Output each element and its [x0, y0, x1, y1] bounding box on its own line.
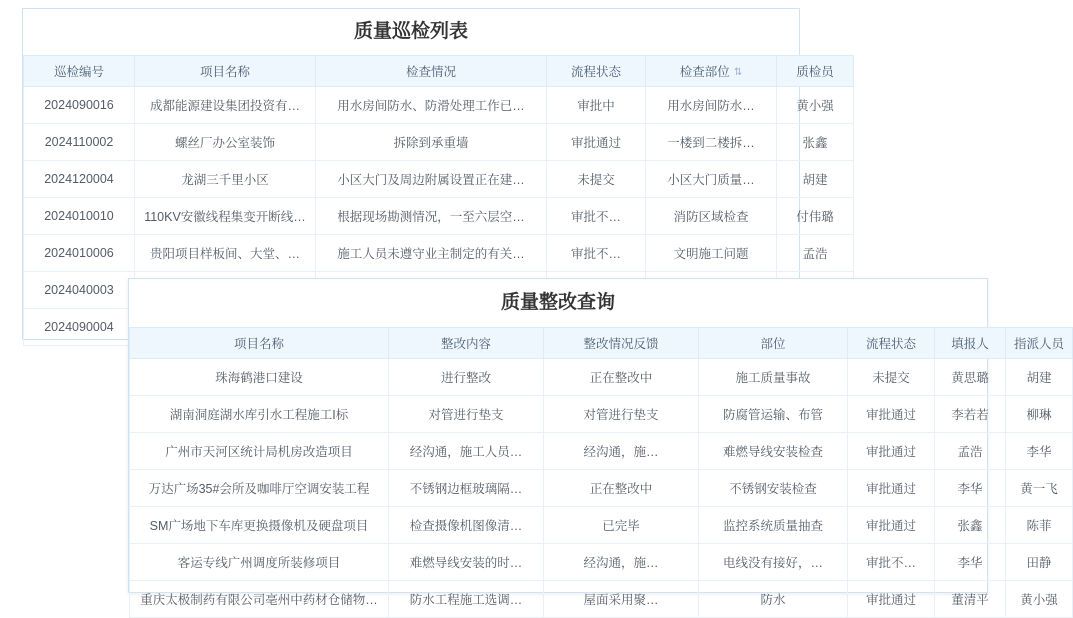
cell-project[interactable]: 成都能源建设集团投资有… — [135, 87, 316, 124]
status-badge: 审批通过 — [848, 396, 935, 433]
cell-assignee[interactable]: 黄小强 — [1006, 581, 1073, 618]
table-row[interactable] — [24, 161, 854, 198]
cell-content: 防水工程施工选调… — [389, 581, 544, 618]
cell-project[interactable]: 万达广场35#会所及咖啡厅空调安装工程 — [130, 470, 389, 507]
cell-part: 消防区域检查 — [646, 198, 777, 235]
cell-reporter[interactable]: 董清平 — [935, 581, 1006, 618]
column-header-status[interactable]: 流程状态 — [848, 328, 935, 359]
cell-project[interactable]: SM广场地下车库更换摄像机及硬盘项目 — [130, 507, 389, 544]
cell-situation: 根据现场勘测情况，一至六层空… — [316, 198, 547, 235]
cell-reporter[interactable]: 孟浩 — [935, 433, 1006, 470]
cell-feedback: 屋面采用聚… — [544, 581, 699, 618]
cell-situation: 小区大门及周边附属设置正在建… — [316, 161, 547, 198]
cell-situation: 施工人员未遵守业主制定的有关… — [316, 235, 547, 272]
status-badge: 未提交 — [547, 161, 646, 198]
cell-assignee[interactable]: 陈菲 — [1006, 507, 1073, 544]
table-row[interactable] — [130, 433, 1073, 470]
table-row[interactable] — [130, 507, 1073, 544]
rectification-table-body — [130, 359, 1073, 618]
cell-project[interactable]: 珠海鹤港口建设 — [130, 359, 389, 396]
cell-part: 防腐管运输、布管 — [699, 396, 848, 433]
table-row[interactable] — [24, 198, 854, 235]
cell-reporter[interactable]: 李华 — [935, 470, 1006, 507]
cell-situation: 用水房间防水、防滑处理工作已… — [316, 87, 547, 124]
cell-feedback: 已完毕 — [544, 507, 699, 544]
rectification-query-panel — [128, 278, 1064, 607]
table-row[interactable] — [130, 396, 1073, 433]
cell-part: 文明施工问题 — [646, 235, 777, 272]
cell-content: 难燃导线安装的时… — [389, 544, 544, 581]
cell-situation: 拆除到承重墙 — [316, 124, 547, 161]
cell-code[interactable]: 2024090004 — [24, 309, 135, 346]
cell-part: 不锈钢安装检查 — [699, 470, 848, 507]
sort-icon[interactable]: ⇅ — [733, 67, 743, 78]
cell-content: 不锈钢边框玻璃隔… — [389, 470, 544, 507]
cell-project[interactable]: 龙湖三千里小区 — [135, 161, 316, 198]
status-badge: 审批通过 — [848, 470, 935, 507]
column-header-part[interactable]: 部位 — [699, 328, 848, 359]
cell-code[interactable]: 2024090016 — [24, 87, 135, 124]
cell-feedback: 正在整改中 — [544, 359, 699, 396]
column-header-code[interactable]: 巡检编号 — [24, 56, 135, 87]
cell-assignee[interactable]: 柳琳 — [1006, 396, 1073, 433]
column-header-project[interactable]: 项目名称 — [130, 328, 389, 359]
cell-project[interactable]: 110KV安徽线程集变开断线… — [135, 198, 316, 235]
column-header-assignee[interactable]: 指派人员 — [1006, 328, 1073, 359]
cell-reporter[interactable]: 李华 — [935, 544, 1006, 581]
status-badge: 审批通过 — [547, 124, 646, 161]
table-row[interactable] — [24, 235, 854, 272]
cell-reporter[interactable]: 李若若 — [935, 396, 1006, 433]
cell-inspector[interactable]: 张鑫 — [777, 124, 854, 161]
inspection-header-row — [24, 56, 854, 87]
column-header-part[interactable] — [646, 56, 777, 87]
cell-feedback: 正在整改中 — [544, 470, 699, 507]
cell-inspector[interactable]: 黄小强 — [777, 87, 854, 124]
status-badge: 审批中 — [547, 87, 646, 124]
column-header-status[interactable]: 流程状态 — [547, 56, 646, 87]
cell-content: 进行整改 — [389, 359, 544, 396]
column-header-content[interactable]: 整改内容 — [389, 328, 544, 359]
cell-project[interactable]: 贵阳项目样板间、大堂、… — [135, 235, 316, 272]
cell-content: 对管进行垫支 — [389, 396, 544, 433]
column-header-feedback[interactable]: 整改情况反馈 — [544, 328, 699, 359]
cell-inspector[interactable]: 胡建 — [777, 161, 854, 198]
cell-project[interactable]: 广州市天河区统计局机房改造项目 — [130, 433, 389, 470]
cell-project[interactable]: 重庆太极制药有限公司亳州中药材仓储物… — [130, 581, 389, 618]
cell-code[interactable]: 2024010010 — [24, 198, 135, 235]
cell-inspector[interactable]: 付伟璐 — [777, 198, 854, 235]
cell-part: 小区大门质量… — [646, 161, 777, 198]
cell-part: 难燃导线安装检查 — [699, 433, 848, 470]
cell-part: 用水房间防水… — [646, 87, 777, 124]
table-row[interactable] — [24, 87, 854, 124]
status-badge: 审批不… — [547, 198, 646, 235]
cell-feedback: 经沟通，施… — [544, 544, 699, 581]
cell-reporter[interactable]: 黄思璐 — [935, 359, 1006, 396]
status-badge: 未提交 — [848, 359, 935, 396]
rectify-header-row — [130, 328, 1073, 359]
rectify-panel-title: 质量整改查询 — [129, 279, 987, 327]
cell-reporter[interactable]: 张鑫 — [935, 507, 1006, 544]
cell-project[interactable]: 湖南洞庭湖水库引水工程施工I标 — [130, 396, 389, 433]
cell-project[interactable]: 螺丝厂办公室装饰 — [135, 124, 316, 161]
cell-code[interactable]: 2024120004 — [24, 161, 135, 198]
cell-assignee[interactable]: 李华 — [1006, 433, 1073, 470]
column-header-situation[interactable]: 检查情况 — [316, 56, 547, 87]
status-badge: 审批不… — [547, 235, 646, 272]
table-row[interactable] — [130, 581, 1073, 618]
table-row[interactable] — [130, 470, 1073, 507]
status-badge: 审批不… — [848, 544, 935, 581]
inspection-panel-title: 质量巡检列表 — [23, 9, 799, 55]
cell-part: 电线没有接好，… — [699, 544, 848, 581]
column-header-inspector[interactable]: 质检员 — [777, 56, 854, 87]
cell-assignee[interactable]: 田静 — [1006, 544, 1073, 581]
cell-content: 检查摄像机图像清… — [389, 507, 544, 544]
column-header-project[interactable]: 项目名称 — [135, 56, 316, 87]
rectification-table — [129, 327, 1073, 618]
cell-inspector[interactable]: 孟浩 — [777, 235, 854, 272]
table-row[interactable] — [24, 124, 854, 161]
cell-feedback: 经沟通，施… — [544, 433, 699, 470]
cell-part: 防水 — [699, 581, 848, 618]
cell-part: 一楼到二楼拆… — [646, 124, 777, 161]
cell-part: 施工质量事故 — [699, 359, 848, 396]
cell-assignee[interactable]: 胡建 — [1006, 359, 1073, 396]
cell-code[interactable]: 2024010006 — [24, 235, 135, 272]
cell-part: 监控系统质量抽查 — [699, 507, 848, 544]
cell-feedback: 对管进行垫支 — [544, 396, 699, 433]
cell-content: 经沟通，施工人员… — [389, 433, 544, 470]
cell-code[interactable]: 2024110002 — [24, 124, 135, 161]
cell-code[interactable]: 2024040003 — [24, 272, 135, 309]
column-header-part-label: 检查部位 — [679, 65, 730, 79]
table-row[interactable] — [130, 359, 1073, 396]
cell-project[interactable]: 客运专线广州调度所装修项目 — [130, 544, 389, 581]
column-header-reporter[interactable]: 填报人 — [935, 328, 1006, 359]
status-badge: 审批通过 — [848, 581, 935, 618]
table-row[interactable] — [130, 544, 1073, 581]
cell-assignee[interactable]: 黄一飞 — [1006, 470, 1073, 507]
status-badge: 审批通过 — [848, 507, 935, 544]
status-badge: 审批通过 — [848, 433, 935, 470]
